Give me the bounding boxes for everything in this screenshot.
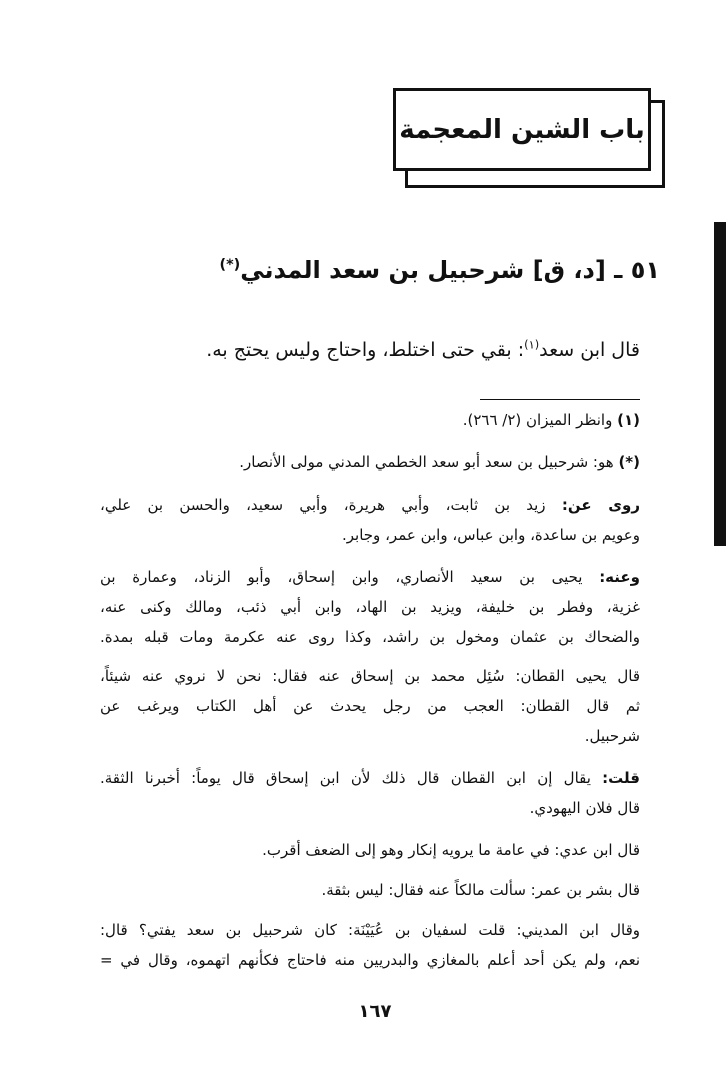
footnote-line: قال فلان اليهودي. <box>529 799 640 817</box>
paragraph-lead: روى عن: <box>561 496 640 514</box>
footnote-line: شرحبيل. <box>584 727 640 745</box>
footnote-text: يقال إن ابن القطان قال ذلك لأن ابن إسحاق قال يوماً: أخبرنا الثقة. <box>100 769 591 787</box>
footnote-line: قال ابن عدي: في عامة ما يرويه إنكار وهو إلى الضعف أقرب. <box>262 841 640 859</box>
body-text <box>206 334 640 366</box>
footnote-line <box>100 490 640 520</box>
narrated-from-paragraph <box>100 490 640 550</box>
section-title: باب الشين المعجمة <box>399 114 645 145</box>
footnote-line: وعويم بن ساعدة، وابن عباس، وابن عمر، وجابر. <box>342 526 640 544</box>
ibn-adi-quote <box>100 835 640 865</box>
footnote-line: ثم قال القطان: العجب من رجل يحدث عن أهل الكتاب ويرغب عن <box>100 697 640 715</box>
yahya-qattan-quote <box>100 661 640 751</box>
footnote-line <box>100 763 640 793</box>
paragraph-lead: قلت: <box>602 769 640 787</box>
footnote-number: (١) <box>617 411 640 429</box>
footnote-separator <box>480 399 640 400</box>
footnote-line: والضحاك بن عثمان ومخول بن راشد، وكذا روى عنه عكرمة ومات قبله بمدة. <box>100 628 640 646</box>
footnote-1 <box>100 405 640 435</box>
footnote-line <box>100 562 640 592</box>
body-rest: : بقي حتى اختلط، واحتاج وليس يحتج به. <box>206 339 525 361</box>
footnote-line: قال يحيى القطان: سُئِل محمد بن إسحاق عنه فقال: نحن لا نروي عنه شيئاً، <box>100 667 640 685</box>
footnote-asterisk <box>100 447 640 477</box>
footnote-number: (*) <box>618 453 640 471</box>
author-note-paragraph <box>100 763 640 823</box>
entry-heading <box>220 250 660 290</box>
paragraph-lead: وعنه: <box>599 568 640 586</box>
bishr-quote <box>100 875 640 905</box>
footnote-line: نعم، ولم يكن أحد أعلم بالمغازي والبدريين منه فاحتاج فكأنهم اتهموه، وقال في = <box>100 951 640 969</box>
section-title-box <box>393 88 651 171</box>
footnote-text: يحيى بن سعيد الأنصاري، وابن إسحاق، وأبو الزناد، وعمارة بن <box>100 568 583 586</box>
body-footnote-marker: (١) <box>524 337 540 352</box>
scan-edge-mark <box>714 222 726 546</box>
footnote-line: غزية، وفطر بن خليفة، ويزيد بن الهاد، وابن أبي ذئب، ومالك وكنى عنه، <box>100 598 640 616</box>
footnote-text: هو: شرحبيل بن سعد أبو سعد الخطمي المدني مولى الأنصار. <box>239 453 614 471</box>
page-number: ١٦٧ <box>358 1001 392 1022</box>
footnote-line <box>100 447 640 477</box>
entry-footnote-marker: (*) <box>219 257 241 273</box>
footnote-line: قال بشر بن عمر: سألت مالكاً عنه فقال: ليس بثقة. <box>321 881 640 899</box>
body-lead: قال ابن سعد <box>539 339 640 361</box>
narrators-from-him-paragraph <box>100 562 640 652</box>
footnote-line <box>100 405 640 435</box>
ibn-madini-quote <box>100 915 640 975</box>
footnote-text: وانظر الميزان (٢/ ٢٦٦). <box>462 411 613 429</box>
entry-heading-text: ٥١ ـ [د، ق] شرحبيل بن سعد المدني <box>240 256 660 284</box>
footnote-line: وقال ابن المديني: قلت لسفيان بن عُيَيْنَة: كان شرحبيل بن سعد يفتي؟ قال: <box>100 921 640 939</box>
footnote-text: زيد بن ثابت، وأبي هريرة، وأبي سعيد، والحسن بن علي، <box>100 496 546 514</box>
